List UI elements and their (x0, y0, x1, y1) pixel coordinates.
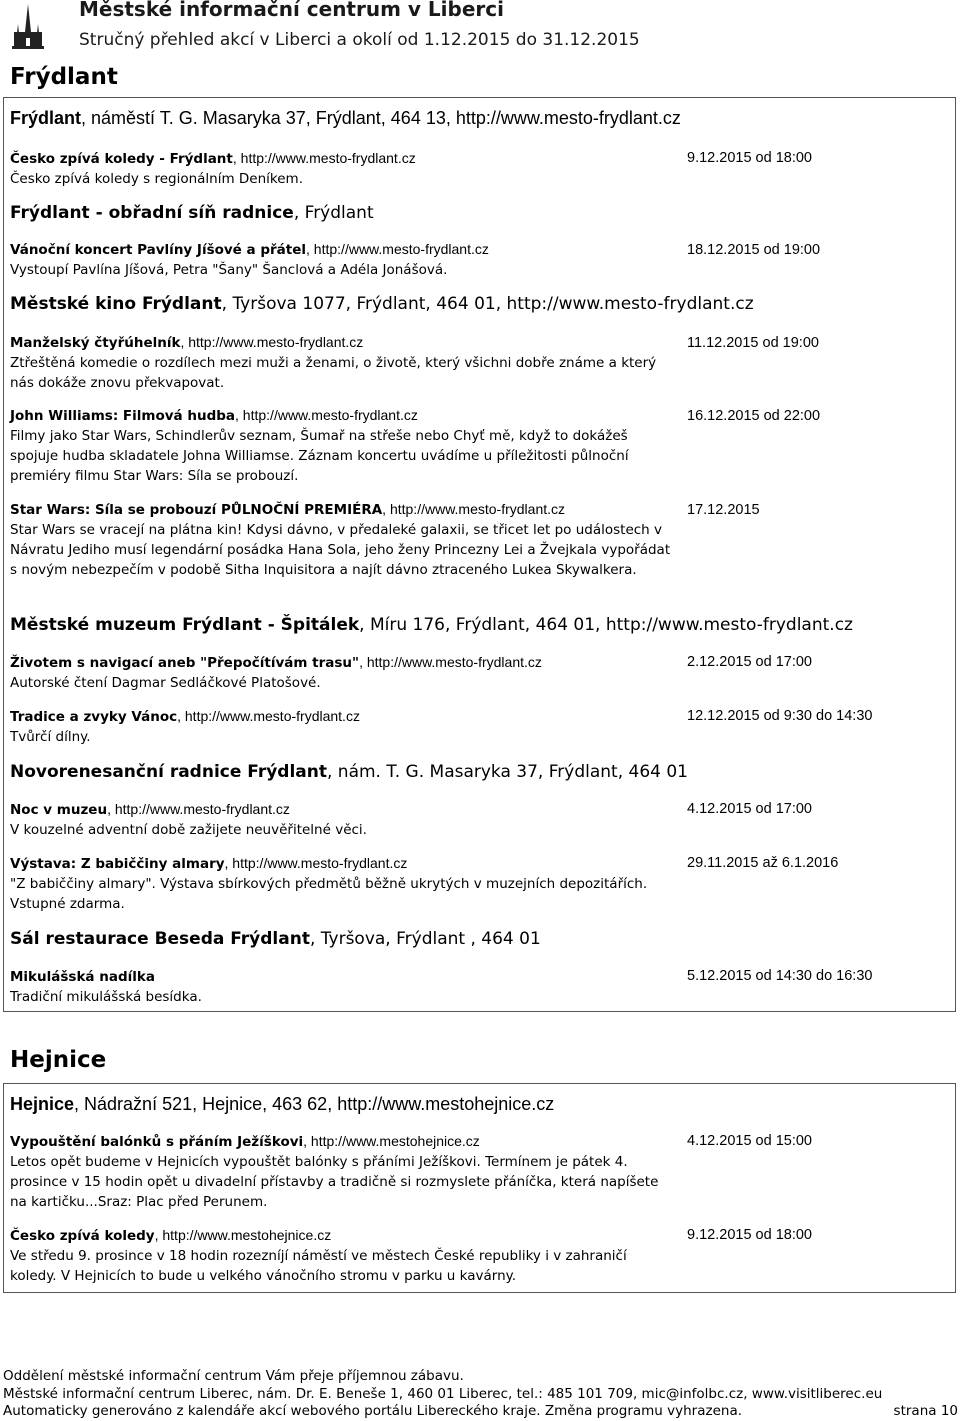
event-date: 9.12.2015 od 18:00 (687, 150, 812, 166)
event-date: 9.12.2015 od 18:00 (687, 1227, 812, 1243)
event-date: 11.12.2015 od 19:00 (687, 335, 819, 351)
event-title: Vypouštění balónků s přáním Ježíškovi (10, 1134, 304, 1150)
venue-heading: Frýdlant - obřadní síň radnice, Frýdlant (10, 203, 374, 223)
event-link[interactable]: , http://www.mestohejnice.cz (303, 1133, 480, 1149)
event-description: Autorské čtení Dagmar Sedláčkové Platošové. (10, 675, 321, 691)
event-title: Manželský čtyřúhelník (10, 335, 181, 351)
city-hall-logo-icon (8, 2, 48, 52)
venue-heading: Sál restaurace Beseda Frýdlant, Tyršova, Frýdlant , 464 01 (10, 929, 541, 949)
event-description: Tradiční mikulášská besídka. (10, 989, 202, 1005)
event-title: Česko zpívá koledy - Frýdlant (10, 151, 233, 167)
event-description: V kouzelné adventní době zažijete neuvěřitelné věci. (10, 822, 367, 838)
event-link[interactable]: , http://www.mesto-frydlant.cz (177, 708, 360, 724)
page-number: strana 10 (893, 1403, 958, 1419)
event-date: 2.12.2015 od 17:00 (687, 654, 812, 670)
event-date: 4.12.2015 od 17:00 (687, 801, 812, 817)
event-date: 17.12.2015 (687, 502, 760, 518)
page-title: Městské informační centrum v Liberci (79, 0, 504, 21)
event-title: Tradice a zvyky Vánoc (10, 709, 178, 725)
event-item (10, 332, 675, 393)
venue-heading: Frýdlant, náměstí T. G. Masaryka 37, Frýdlant, 464 13, http://www.mesto-frydlant.cz (10, 108, 681, 128)
event-item (10, 499, 675, 580)
event-link[interactable]: , http://www.mesto-frydlant.cz (107, 801, 290, 817)
event-date: 5.12.2015 od 14:30 do 16:30 (687, 968, 873, 984)
page-subtitle: Stručný přehled akcí v Liberci a okolí od 1.12.2015 do 31.12.2015 (79, 30, 640, 50)
footer-greeting: Oddělení městské informační centrum Vám přeje příjemnou zábavu. (3, 1368, 464, 1384)
event-date: 16.12.2015 od 22:00 (687, 408, 821, 424)
venue-heading: Městské kino Frýdlant, Tyršova 1077, Frýdlant, 464 01, http://www.mesto-frydlant.cz (10, 294, 754, 314)
section-title-hejnice: Hejnice (10, 1047, 107, 1073)
event-link[interactable]: , http://www.mesto-frydlant.cz (359, 654, 542, 670)
venue-heading: Hejnice, Nádražní 521, Hejnice, 463 62, http://www.mestohejnice.cz (10, 1094, 555, 1114)
event-item (10, 405, 675, 486)
event-title: John Williams: Filmová hudba (10, 408, 236, 424)
event-description: "Z babiččiny almary". Výstava sbírkových předmětů běžně ukrytých v muzejních depozitářích. Vstupné zdarma. (10, 876, 648, 912)
event-link[interactable]: , http://www.mesto-frydlant.cz (232, 150, 416, 166)
event-title: Česko zpívá koledy (10, 1228, 155, 1244)
event-description: Filmy jako Star Wars, Schindlerův seznam, Šumař na střeše nebo Chyť mě, když to dokážeš spojuje hudba skladatele Johna Williamse. Záznam koncertu uvádíme u příležitosti půlnoční premiéry filmu Star Wars: Síla se probouzí. (10, 428, 629, 484)
event-description: Česko zpívá koledy s regionálním Deníkem. (10, 171, 303, 187)
event-title: Star Wars: Síla se probouzí PŮLNOČNÍ PREMIÉRA (10, 502, 383, 518)
event-description: Ve středu 9. prosince v 18 hodin rozezníjí náměstí ve městech České republiky i v zahraničí koledy. V Hejnicích to bude u velkého vánočního stromu v parku u kavárny. (10, 1248, 627, 1284)
event-description: Tvůrčí dílny. (10, 729, 91, 745)
event-title: Vánoční koncert Pavlíny Jíšové a přátel (10, 242, 307, 258)
event-item (10, 706, 675, 747)
event-item (10, 853, 675, 914)
event-date: 29.11.2015 až 6.1.2016 (687, 855, 839, 871)
event-link[interactable]: , http://www.mesto-frydlant.cz (306, 241, 489, 257)
event-link[interactable]: , http://www.mestohejnice.cz (154, 1227, 332, 1243)
event-description: Letos opět budeme v Hejnicích vypouštět balónky s přáními Ježíškovi. Termínem je pátek 4. prosince v 15 hodin opět u divadelní přístavby a tradičně si rozmyslete přáníčka, která napíšete na kartičku...Sraz: Plac před Perunem. (10, 1154, 659, 1210)
event-item (10, 966, 675, 1007)
event-title: Mikulášská nadílka (10, 969, 155, 985)
event-item (10, 239, 675, 280)
event-link[interactable]: , http://www.mesto-frydlant.cz (224, 855, 408, 871)
event-date: 12.12.2015 od 9:30 do 14:30 (687, 708, 873, 724)
event-description: Star Wars se vracejí na plátna kin! Kdysi dávno, v předaleké galaxii, se třicet let po událostech v Návratu Jediho musí legendární posádka Hana Sola, jeho ženy Princezny Lei a Žvejkala vypořádat s novým nebezpečím v podobě Sitha Inquisitora a najít dávno ztraceného Lukea Skywalkera. (10, 522, 671, 578)
event-title: Životem s navigací aneb "Přepočítívám trasu" (10, 655, 360, 671)
event-item (10, 1131, 675, 1212)
event-item (10, 799, 675, 840)
event-item (10, 148, 675, 189)
event-title: Výstava: Z babiččiny almary (10, 856, 225, 872)
page-header (0, 0, 960, 60)
event-date: 18.12.2015 od 19:00 (687, 242, 821, 258)
event-description: Ztřeštěná komedie o rozdílech mezi muži a ženami, o životě, který všichni dobře známe a který nás dokáže znovu překvapovat. (10, 355, 657, 391)
event-title: Noc v muzeu (10, 802, 108, 818)
venue-heading: Novorenesanční radnice Frýdlant, nám. T. G. Masaryka 37, Frýdlant, 464 01 (10, 762, 688, 782)
event-link[interactable]: , http://www.mesto-frydlant.cz (180, 334, 364, 350)
event-date: 4.12.2015 od 15:00 (687, 1133, 812, 1149)
event-item (10, 1225, 675, 1286)
event-item (10, 652, 675, 693)
event-link[interactable]: , http://www.mesto-frydlant.cz (235, 407, 418, 423)
venue-heading: Městské muzeum Frýdlant - Špitálek, Míru 176, Frýdlant, 464 01, http://www.mesto-frydlant.cz (10, 615, 853, 635)
event-description: Vystoupí Pavlína Jíšová, Petra "Šany" Šanclová a Adéla Jonášová. (10, 262, 448, 278)
page-footer (3, 1368, 958, 1421)
footer-contact: Městské informační centrum Liberec, nám. Dr. E. Beneše 1, 460 01 Liberec, tel.: 485 101 709, mic@infolbc.cz, www.visitliberec.eu (3, 1385, 883, 1402)
footer-disclaimer: Automaticky generováno z kalendáře akcí webového portálu Libereckého kraje. Změna programu vyhrazena. (3, 1403, 743, 1419)
section-title-frydlant: Frýdlant (10, 64, 118, 90)
event-link[interactable]: , http://www.mesto-frydlant.cz (382, 501, 566, 517)
